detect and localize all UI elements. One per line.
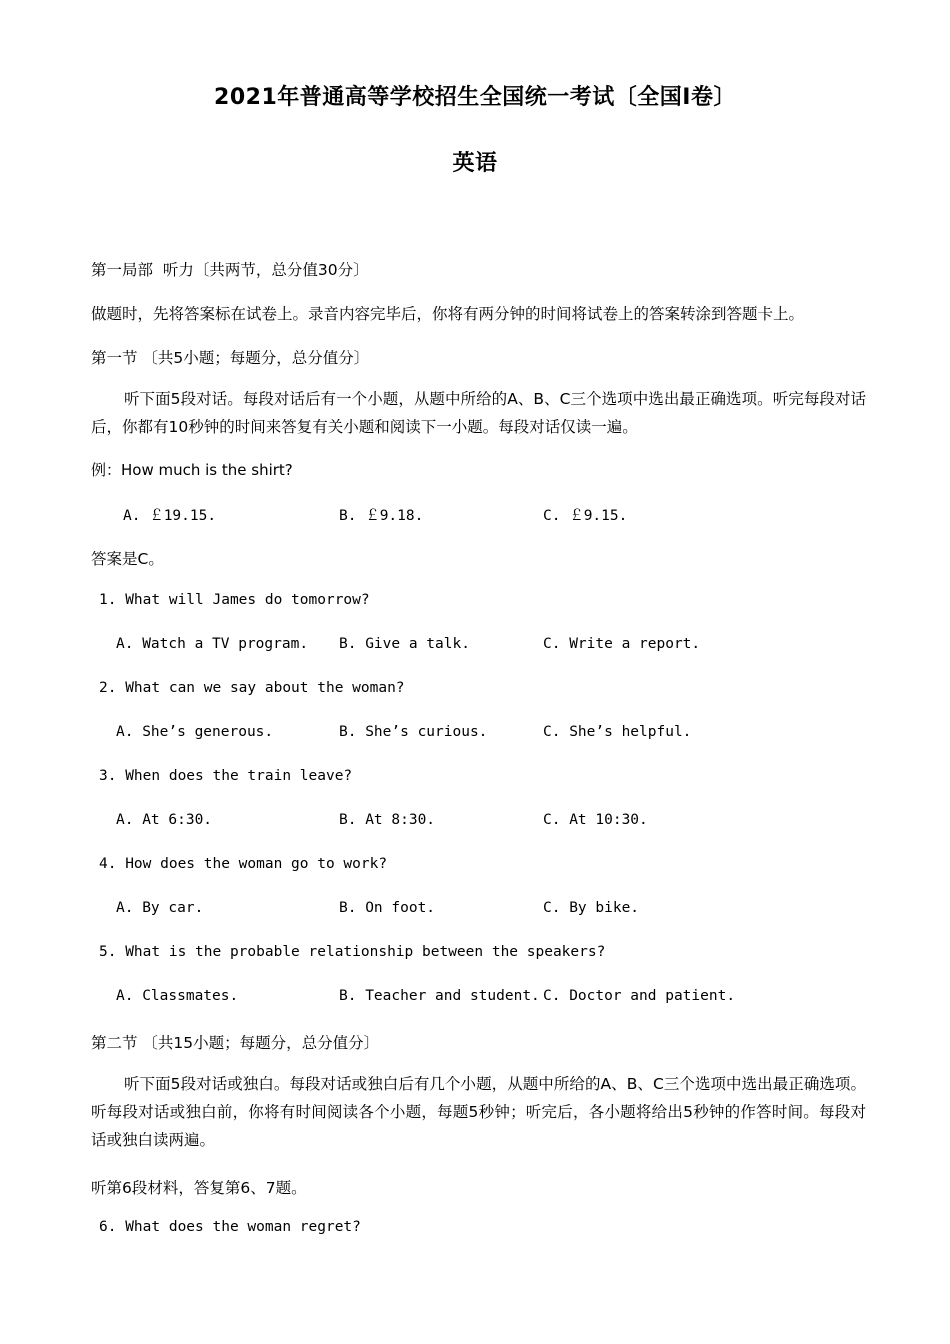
section1-heading: 第一节 〔共5小题；每题分，总分值分〕 [91,349,370,367]
q4-option-c: C. By bike. [543,900,640,916]
q1-option-b: B. Give a talk. [339,636,470,652]
exam-title: 2021年普通高等学校招生全国统一考试〔全国Ⅰ卷〕 [214,85,736,110]
part1-instruction: 做题时，先将答案标在试卷上。录音内容完毕后，你将有两分钟的时间将试卷上的答案转涂到答题卡上。 [91,305,805,323]
question-1: 1. What will James do tomorrow? [99,592,370,608]
q5-option-a: A. Classmates. [116,988,239,1004]
q5-option-c: C. Doctor and patient. [543,988,736,1004]
section1-instruction: 听下面5段对话。每段对话后有一个小题，从题中所给的A、B、C三个选项中选出最正确选项。听完每段对话后，你都有10秒钟的时间来答复有关小题和阅读下一小题。每段对话仅读一遍。 [91,390,866,436]
q2-option-a: A. She’s generous. [116,724,274,740]
q1-option-c: C. Write a report. [543,636,701,652]
q4-option-a: A. By car. [116,900,204,916]
q3-option-c: C. At 10:30. [543,812,648,828]
q3-option-b: B. At 8:30. [339,812,436,828]
q2-option-c: C. She’s helpful. [543,724,692,740]
question-6: 6. What does the woman regret? [99,1219,361,1235]
q2-option-b: B. She’s curious. [339,724,488,740]
question-4: 4. How does the woman go to work? [99,856,388,872]
example-option-b: B. ￡9.18. [339,508,424,524]
section2-heading: 第二节 〔共15小题；每题分，总分值分〕 [91,1034,380,1052]
q1-option-a: A. Watch a TV program. [116,636,309,652]
part1-heading: 第一局部 听力〔共两节，总分值30分〕 [91,261,369,279]
q4-option-b: B. On foot. [339,900,436,916]
example-question: 例：How much is the shirt? [91,461,293,479]
example-option-c: C. ￡9.15. [543,508,628,524]
question-2: 2. What can we say about the woman? [99,680,405,696]
section2-instruction: 听下面5段对话或独白。每段对话或独白后有几个小题，从题中所给的A、B、C三个选项中选出最正确选项。听每段对话或独白前，你将有时间阅读各个小题，每题5秒钟；听完后，各小题将给出5秒钟的作答时间。每段对话或独白读两遍。 [91,1075,866,1149]
q5-option-b: B. Teacher and student. [339,988,540,1004]
question-3: 3. When does the train leave? [99,768,353,784]
material-note: 听第6段材料，答复第6、7题。 [91,1179,307,1197]
q3-option-a: A. At 6:30. [116,812,213,828]
example-option-a: A. ￡19.15. [123,508,217,524]
exam-subject: 英语 [452,151,498,176]
example-answer: 答案是C。 [91,550,164,568]
question-5: 5. What is the probable relationship between the speakers? [99,944,606,960]
